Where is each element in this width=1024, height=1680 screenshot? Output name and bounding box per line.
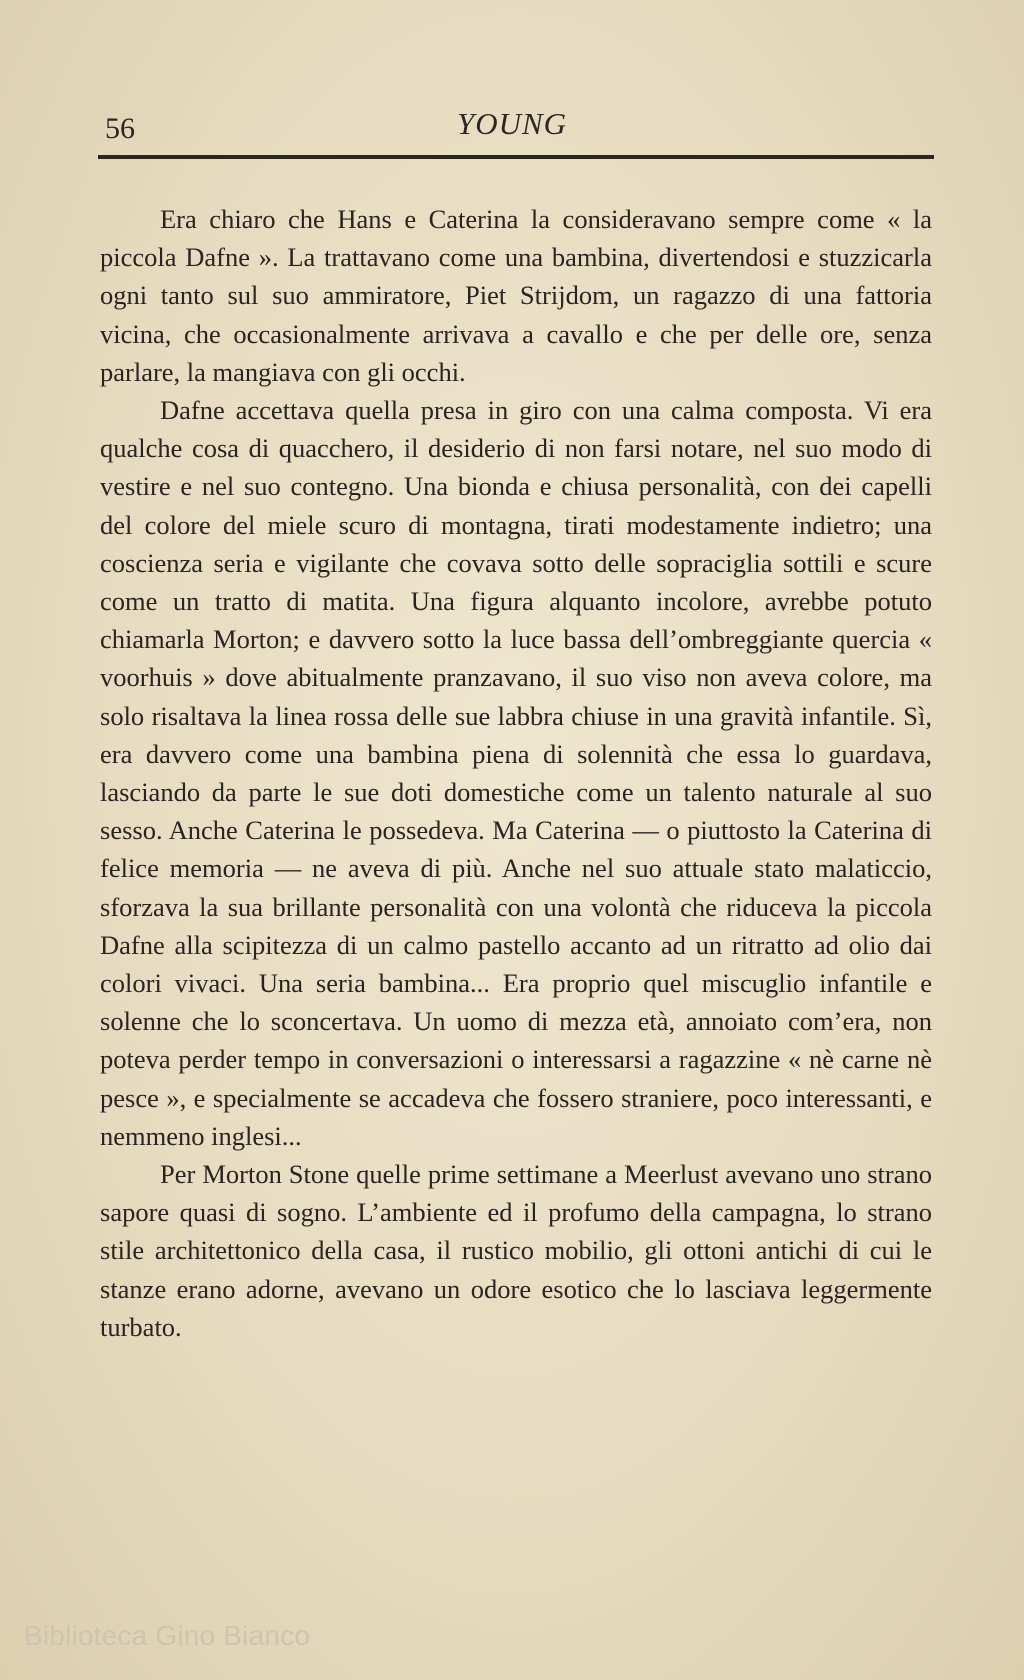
page-number: 56 [105,112,135,145]
body-text [100,200,932,1346]
header-rule [98,155,934,159]
running-title: YOUNG [456,106,568,141]
paragraph: Era chiaro che Hans e Caterina la consideravano sempre come « la piccola Dafne ». La trattavano come una bambina, divertendosi e stuzzicarla ogni tanto sul suo ammiratore, Piet Strijdom, un ragazzo di una fattoria vicina, che occasionalmente arrivava a cavallo e che per delle ore, senza parlare, la mangiava con gli occhi. [100,204,932,387]
library-watermark: Biblioteca Gino Bianco [24,1620,311,1651]
paragraph: Per Morton Stone quelle prime settimane a Meerlust avevano uno strano sapore quasi di sogno. L’ambiente ed il profumo della campagna, lo strano stile architettonico della casa, il rustico mobilio, gli ottoni antichi di cui le stanze erano adorne, avevano un odore esotico che lo lasciava leggermente turbato. [100,1159,932,1342]
paragraph: Dafne accettava quella presa in giro con una calma composta. Vi era qualche cosa di quacchero, il desiderio di non farsi notare, nel suo modo di vestire e nel suo contegno. Una bionda e chiusa personalità, con dei capelli del colore del miele scuro di montagna, tirati modestamente indietro; una coscienza seria e vigilante che covava sotto delle sopraciglia sottili e scure come un tratto di matita. Una figura alquanto incolore, avrebbe potuto chiamarla Morton; e davvero sotto la luce bassa dell’ombreggiante quercia « voorhuis » dove abitualmente pranzavano, il suo viso non aveva colore, ma solo risaltava la linea rossa delle sue labbra chiuse in una gravità infantile. Sì, era davvero come una bambina piena di solennità che essa lo guardava, lasciando da parte le sue doti domestiche come un talento naturale al suo sesso. Anche Caterina le possedeva. Ma Caterina — o piuttosto la Caterina di felice memoria — ne aveva di più. Anche nel suo attuale stato malaticcio, sforzava la sua brillante personalità con una volontà che riduceva la piccola Dafne alla scipitezza di un calmo pastello accanto ad un ritratto ad olio dai colori vivaci. Una seria bambina... Era proprio quel miscuglio infantile e solenne che lo sconcertava. Un uomo di mezza età, annoiato com’era, non poteva perder tempo in conversazioni o interessarsi a ragazzine « nè carne nè pesce », e specialmente se accadeva che fossero straniere, poco interessanti, e nemmeno inglesi... [100,395,932,1151]
